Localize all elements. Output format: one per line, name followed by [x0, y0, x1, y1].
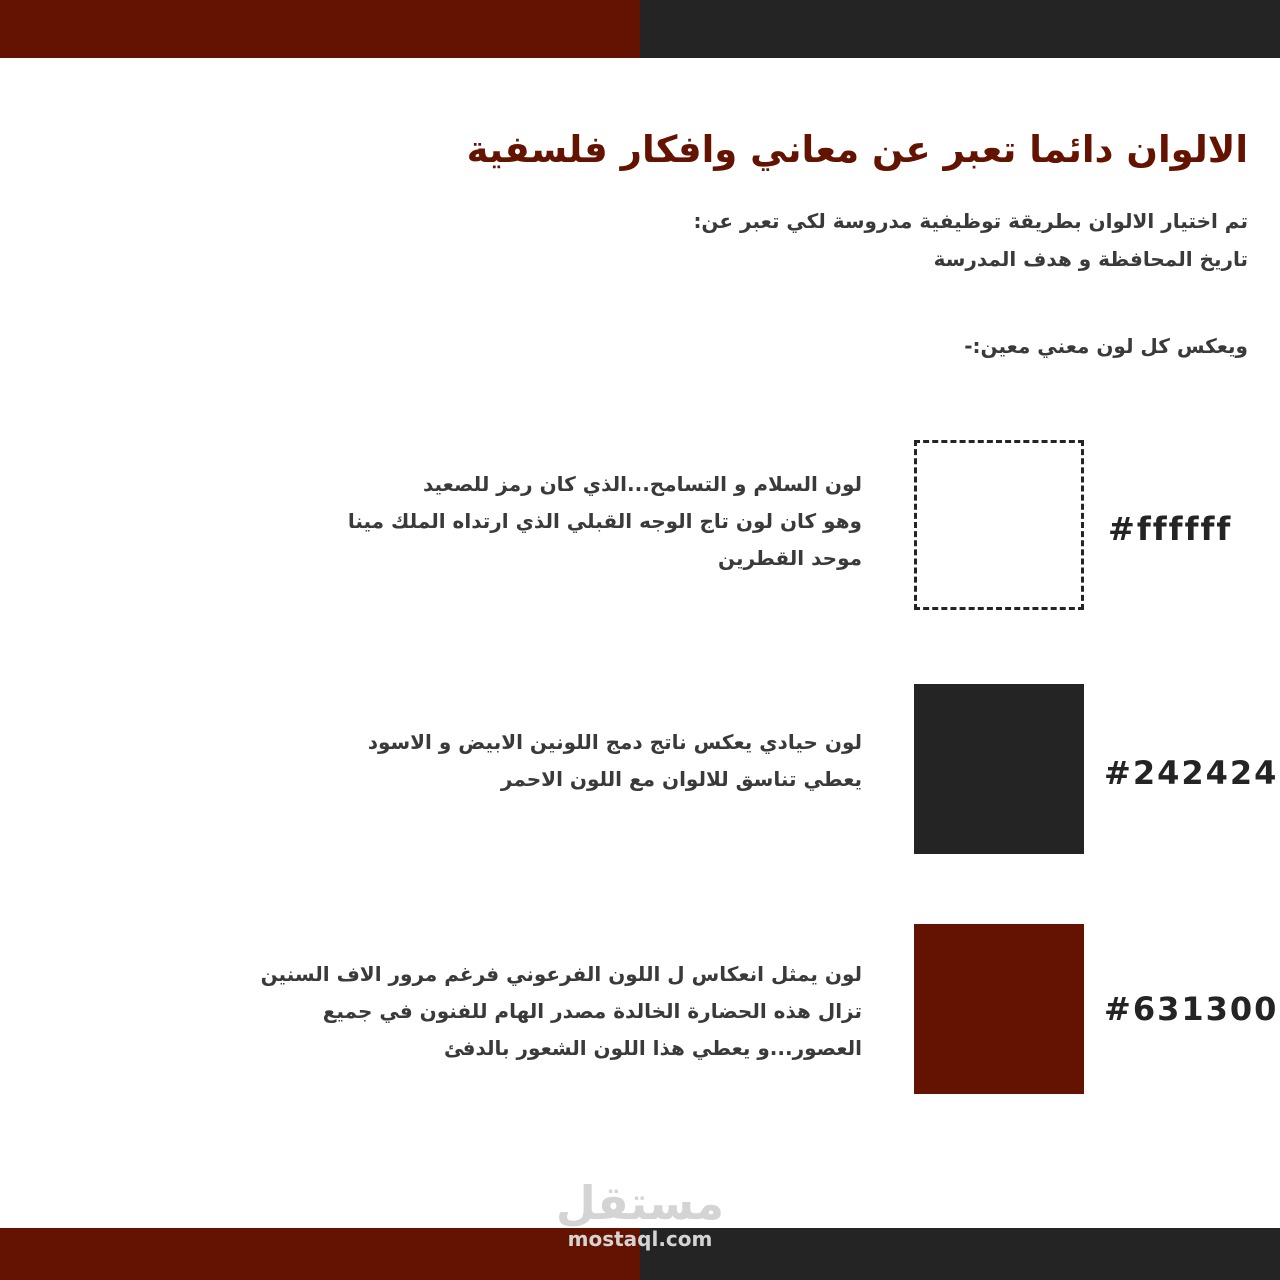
description-line: يعطي تناسق للالوان مع اللون الاحمر: [500, 767, 862, 791]
hex-code-white: #ffffff: [1108, 510, 1233, 548]
intro-line-2: تاريخ المحافظة و هدف المدرسة: [933, 247, 1248, 271]
description-line: لون السلام و التسامح...الذي كان رمز للصعيد: [422, 472, 862, 496]
watermark-arabic: مستقل: [555, 1176, 725, 1230]
description-line: لون حيادي يعكس ناتج دمج اللونين الابيض و الاسود: [367, 730, 862, 754]
intro-line-1: تم اختيار الالوان بطريقة توظيفية مدروسة لكي تعبر عن:: [693, 209, 1248, 233]
description-line: العصور...و يعطي هذا اللون الشعور بالدفئ: [444, 1036, 862, 1060]
description-line: موحد القطرين: [717, 546, 862, 570]
top-color-bar: [0, 0, 1280, 58]
description-line: وهو كان لون تاج الوجه القبلي الذي ارتداه الملك مينا: [347, 509, 862, 533]
top-bar-red-segment: [0, 0, 640, 58]
section-subheading: ويعكس كل لون معني معين:-: [964, 334, 1248, 358]
watermark-logo: [540, 1178, 740, 1250]
top-bar-dark-segment: [640, 0, 1280, 58]
hex-code-dark: #242424: [1104, 754, 1279, 792]
page-title: الالوان دائما تعبر عن معاني وافكار فلسفية: [466, 128, 1248, 171]
hex-code-red: #631300: [1104, 990, 1279, 1028]
color-description-red: [54, 956, 862, 1067]
color-description-dark: [54, 724, 862, 798]
description-line: تزال هذه الحضارة الخالدة مصدر الهام للفنون في جميع: [322, 999, 862, 1023]
description-line: لون يمثل انعكاس ل اللون الفرعوني فرغم مرور الاف السنين: [260, 962, 862, 986]
color-description-white: [54, 466, 862, 577]
color-swatch-white: [914, 440, 1084, 610]
intro-text: [348, 202, 1248, 278]
color-swatch-red: [914, 924, 1084, 1094]
color-swatch-dark: [914, 684, 1084, 854]
watermark-latin: mostaql.com: [567, 1227, 713, 1251]
